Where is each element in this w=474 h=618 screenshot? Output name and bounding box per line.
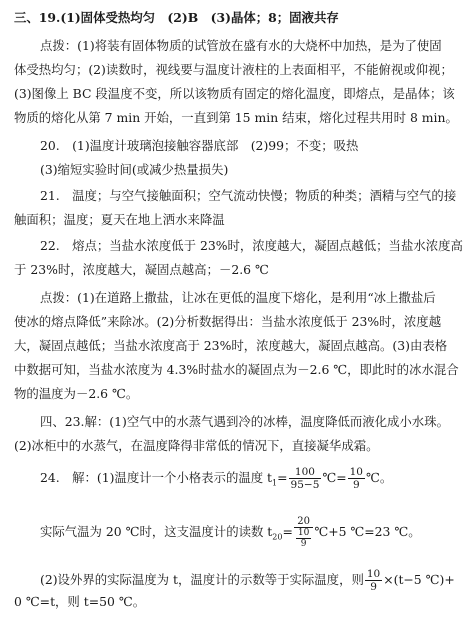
line-q24-part2-result: 0 ℃=t，则 t=50 ℃。 — [14, 594, 146, 609]
fraction-numerator: 10 — [366, 568, 381, 580]
q24-tail: ℃。 — [366, 470, 393, 485]
q24-equals: = — [277, 470, 288, 485]
line-q20-answer-cont: (3)缩短实验时间(或减少热量损失) — [40, 162, 229, 177]
fraction-denominator: 9 — [352, 479, 360, 491]
q24-part2-expression: ×(t−5 ℃)+ — [383, 572, 455, 587]
fraction-numerator: 20 — [294, 516, 313, 528]
q24-reading-result: ℃+5 ℃=23 ℃。 — [314, 524, 421, 539]
fraction-numerator: 100 — [289, 466, 322, 479]
line-q23-answer-2: (2)冰柜中的水蒸气，在温度降得非常低的情况下，直接凝华成霜。 — [14, 438, 379, 453]
fraction-numerator: 10 — [297, 528, 310, 538]
line-q21-answer-cont: 触面积；温度；夏天在地上洒水来降温 — [14, 212, 225, 227]
fraction-denominator: 95−5 — [290, 479, 320, 491]
line-q19-hint-2: 体受热均匀；(2)读数时，视线要与温度计液柱的上表面相平，不能俯视或仰视； — [14, 62, 453, 77]
line-q22-hint-2: 使冰的熔点降低”来除冰。(2)分析数据得出：当盐水浓度低于 23%时，浓度越 — [14, 314, 442, 329]
q24-reading-subscript: 20 — [272, 532, 283, 542]
fraction-denominator — [294, 528, 313, 549]
line-q22-hint-1: 点拨：(1)在道路上撒盐，让冰在更低的温度下熔化，是利用“冰上撒盐后 — [40, 290, 436, 305]
fraction-denominator: 9 — [370, 581, 377, 593]
line-q21-answer: 21. 温度；与空气接触面积；空气流动快慢；物质的种类；酒精与空气的接 — [40, 188, 457, 203]
fraction-denominator: 9 — [300, 539, 307, 549]
line-q22-answer: 22. 熔点；当盐水浓度低于 23%时，浓度越大，凝固点越低；当盐水浓度高 — [40, 238, 463, 253]
line-q24-part2 — [40, 568, 464, 593]
line-q19-hint-3: (3)图像上 BC 段温度不变，所以该物质有固定的熔化温度，即熔点，是晶体；该 — [14, 86, 455, 101]
q24-part2-text: (2)设外界的实际温度为 t，温度计的示数等于实际温度，则 — [40, 572, 364, 587]
q24-head: 24. 解：(1)温度计一个小格表示的温度 t — [40, 470, 273, 485]
line-q22-hint-5: 物的温度为－2.6 ℃。 — [14, 386, 139, 401]
q24-head-subscript: 1 — [272, 478, 278, 488]
line-q22-answer-cont: 于 23%时，浓度越大，凝固点越高；－2.6 ℃ — [14, 262, 269, 277]
line-q24-part1-reading: 实际气温为 20 ℃时，这支温度计的读数 $t_{20}=$ $\frac{20}{\frac{10}{9}}$ ℃+5 ℃=23 ℃。 — [40, 516, 421, 549]
fraction-100-over-90 — [289, 466, 322, 491]
line-q19-answer: 三、19.(1)固体受热均匀 (2)B (3)晶体；8；固液共存 — [14, 10, 339, 25]
inner-fraction-10-over-9 — [296, 528, 311, 549]
line-q19-hint-1: 点拨：(1)将装有固体物质的试管放在盛有水的大烧杯中加热，是为了使固 — [40, 38, 442, 53]
line-q22-hint-4: 中数据可知，当盐水浓度为 4.3%时盐水的凝固点为－2.6 ℃，即此时的冰水混合 — [14, 362, 459, 377]
q24-reading-text: 实际气温为 20 ℃时，这支温度计的读数 t — [40, 524, 273, 539]
line-q20-answer: 20. (1)温度计玻璃泡接触容器底部 (2)99；不变；吸热 — [40, 138, 359, 153]
fraction-10-over-9-b — [365, 568, 382, 593]
line-q19-hint-4: 物质的熔化从第 7 min 开始，一直到第 15 min 结束，熔化过程共用时 8 min。 — [14, 110, 458, 125]
q24-unit: ℃= — [322, 470, 347, 485]
line-q22-hint-3: 大，凝固点越低；当盐水浓度高于 23%时，浓度越大，凝固点越高。(3)由表格 — [14, 338, 448, 353]
line-q23-answer-1: 四、23.解：(1)空气中的水蒸气遇到冷的冰棒，温度降低而液化成小水珠。 — [40, 414, 449, 429]
fraction-numerator: 10 — [349, 466, 363, 478]
fraction-20-over-10-9 — [294, 516, 313, 549]
fraction-10-over-9 — [348, 466, 365, 491]
line-q24-part1 — [40, 466, 464, 491]
